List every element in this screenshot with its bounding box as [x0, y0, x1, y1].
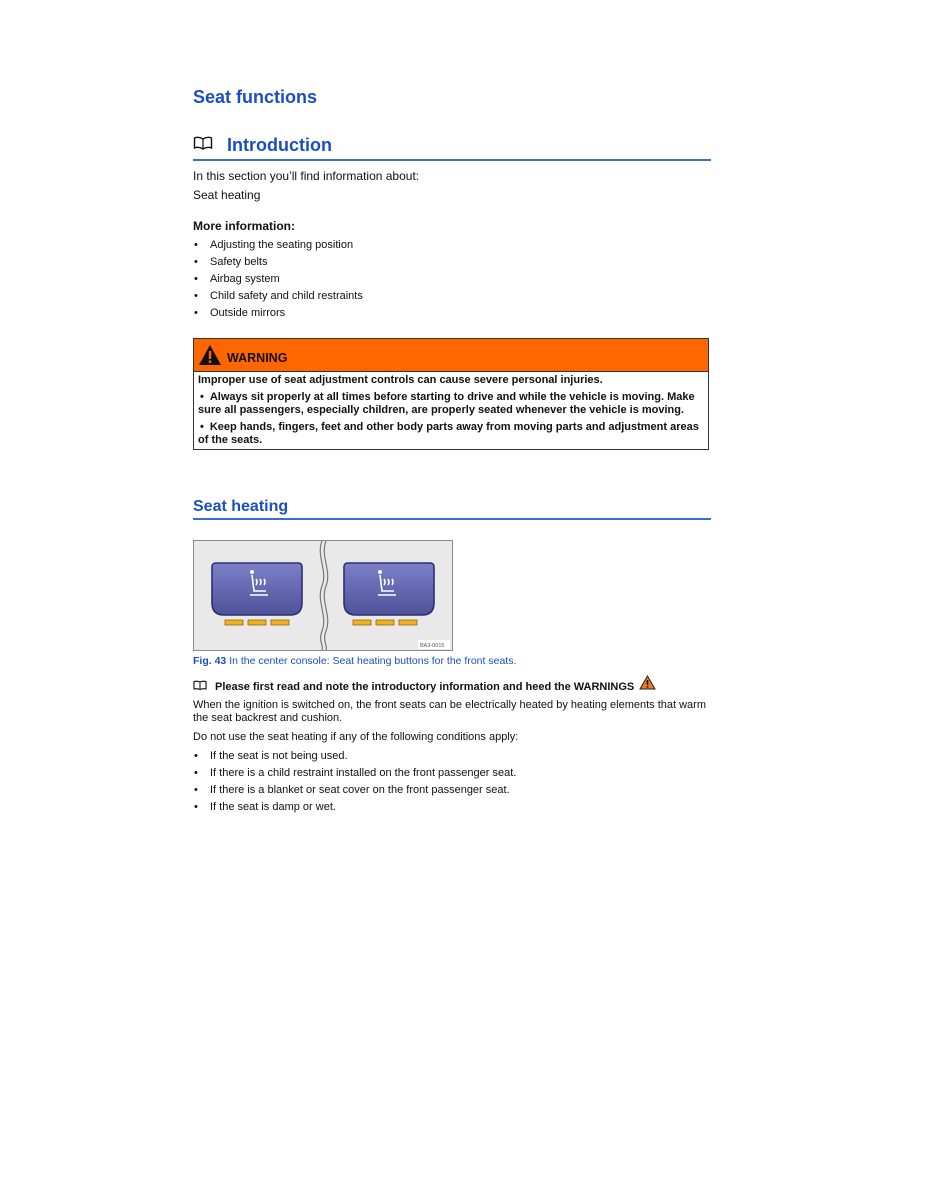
seat-heating-heading: Seat heating: [193, 498, 711, 520]
left-seat-heat-button[interactable]: [212, 563, 302, 615]
warning-item: • Keep hands, fingers, feet and other body parts away from moving parts and adjustment areas of the seats.: [198, 421, 699, 446]
seat-heating-para1: When the ignition is switched on, the front seats can be electrically heated by heating elements that warm the seat backrest and cushion.: [193, 699, 707, 724]
warning-box: [193, 338, 709, 450]
intro-topic-link[interactable]: Seat heating: [193, 188, 261, 202]
list-item[interactable]: • Outside mirrors: [193, 305, 363, 322]
list-item: • If the seat is damp or wet.: [193, 799, 516, 816]
warning-item: • Always sit properly at all times before starting to drive and while the vehicle is moving. Make sure all passengers, especially children, are properly seated whenever the vehicle is moving.: [198, 391, 695, 416]
warning-body: [194, 372, 708, 449]
figure-code: BA3-0015: [420, 643, 445, 649]
list-item[interactable]: • Airbag system: [193, 271, 363, 288]
list-item: • If the seat is not being used.: [193, 748, 516, 765]
seat-heating-figure: [193, 540, 453, 651]
list-item[interactable]: • Child safety and child restraints: [193, 288, 363, 305]
chapter-title: Seat functions: [193, 87, 318, 107]
right-seat-heat-button[interactable]: [344, 563, 434, 615]
warning-triangle-icon: [198, 344, 222, 366]
more-info-list: [193, 237, 363, 322]
figure-caption: Fig. 43 In the center console: Seat heating buttons for the front seats.: [193, 655, 517, 667]
list-item: • If there is a child restraint installed on the front passenger seat.: [193, 765, 516, 782]
warning-intro: Improper use of seat adjustment controls can cause severe personal injuries.: [198, 374, 603, 386]
list-item[interactable]: • Safety belts: [193, 254, 363, 271]
read-note: Please first read and note the introductory information and heed the WARNINGS: [193, 678, 656, 696]
more-info-label: More information:: [193, 219, 295, 233]
book-icon: [193, 680, 207, 693]
intro-lead: In this section you’ll find information about:: [193, 169, 420, 183]
list-item: • If there is a blanket or seat cover on the front passenger seat.: [193, 782, 516, 799]
book-icon: [193, 134, 213, 155]
intro-heading: [193, 135, 711, 161]
conditions-list: [193, 748, 516, 816]
intro-title: Introduction: [227, 135, 332, 155]
seat-heating-para2: Do not use the seat heating if any of the following conditions apply:: [193, 731, 519, 743]
warning-triangle-icon[interactable]: [639, 675, 656, 693]
list-item[interactable]: • Adjusting the seating position: [193, 237, 363, 254]
warning-header: [194, 339, 708, 372]
warning-label: WARNING: [227, 351, 288, 365]
